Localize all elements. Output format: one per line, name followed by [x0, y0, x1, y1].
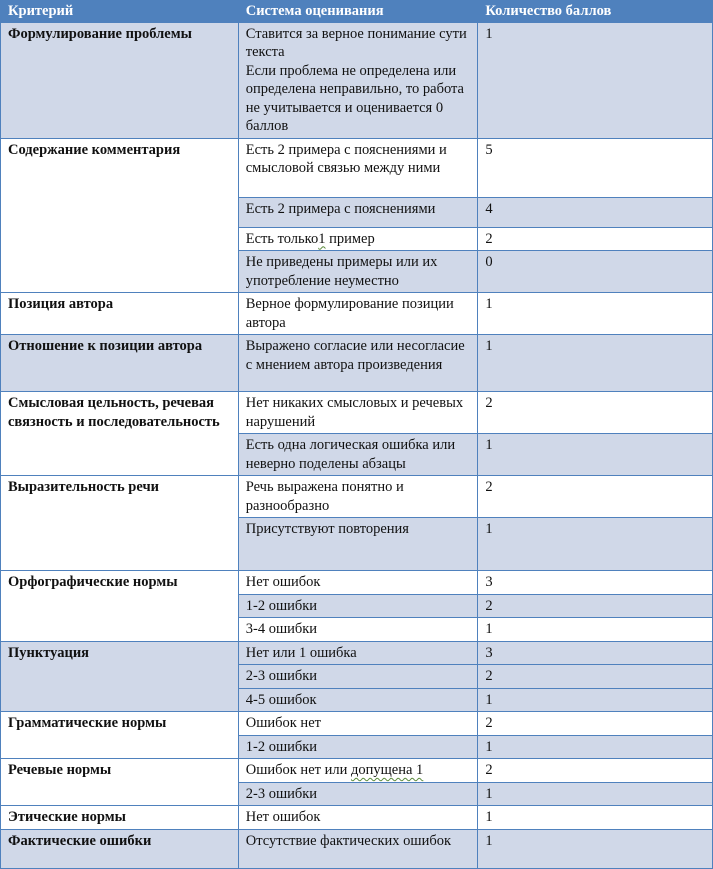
criterion-description: Нет никаких смысловых и речевых нарушений — [238, 392, 478, 434]
criterion-description — [238, 227, 478, 251]
description-text: пример — [325, 230, 375, 247]
criterion-description: 2-3 ошибки — [238, 782, 478, 806]
criterion-name: Пунктуация — [1, 641, 239, 712]
criterion-name: Позиция автора — [1, 293, 239, 335]
criterion-name: Фактические ошибки — [1, 829, 239, 868]
description-note: Если проблема не определена или определена неправильно, то работа не учитывается и оценивается 0 баллов — [245, 62, 464, 134]
criterion-description: 2-3 ошибки — [238, 665, 478, 689]
criterion-description: 1-2 ошибки — [238, 735, 478, 759]
table-row — [1, 829, 713, 868]
description-text: Ошибок нет или — [245, 762, 351, 778]
criterion-points: 3 — [478, 641, 713, 665]
table-row — [1, 571, 713, 595]
criterion-points: 2 — [478, 392, 713, 434]
criterion-description: Есть 2 примера с пояснениями и смысловой связью между ними — [238, 138, 478, 197]
criterion-name: Отношение к позиции автора — [1, 335, 239, 392]
criterion-points: 2 — [478, 594, 713, 618]
criterion-description: Отсутствие фактических ошибок — [238, 829, 478, 868]
criterion-name: Смысловая цельность, речевая связность и последовательность — [1, 392, 239, 476]
criterion-points: 1 — [478, 735, 713, 759]
criterion-points: 2 — [478, 712, 713, 736]
table-row — [1, 22, 713, 138]
criterion-points: 5 — [478, 138, 713, 197]
criterion-name: Речевые нормы — [1, 759, 239, 806]
table-row — [1, 392, 713, 434]
criterion-description: Ошибок нет — [238, 712, 478, 736]
criterion-description: 1-2 ошибки — [238, 594, 478, 618]
table-row — [1, 476, 713, 518]
criterion-points: 2 — [478, 665, 713, 689]
criterion-name: Грамматические нормы — [1, 712, 239, 759]
criterion-points: 2 — [478, 759, 713, 783]
criterion-points: 1 — [478, 829, 713, 868]
criterion-points: 1 — [478, 688, 713, 712]
criterion-points: 1 — [478, 782, 713, 806]
table-row — [1, 293, 713, 335]
criterion-description: Есть одна логическая ошибка или неверно поделены абзацы — [238, 434, 478, 476]
table-row — [1, 641, 713, 665]
table-header-row — [1, 1, 713, 23]
criterion-description: Не приведены примеры или их употребление неуместно — [238, 251, 478, 293]
criterion-points: 1 — [478, 618, 713, 642]
criterion-points: 1 — [478, 434, 713, 476]
description-text: Есть только — [245, 230, 319, 247]
criterion-points: 2 — [478, 476, 713, 518]
criterion-description: Речь выражена понятно и разнообразно — [238, 476, 478, 518]
criterion-description — [238, 759, 478, 783]
criterion-points: 0 — [478, 251, 713, 293]
criterion-points: 1 — [478, 335, 713, 392]
description-text: Ставится за верное понимание сути текста — [245, 25, 467, 60]
criterion-name: Орфографические нормы — [1, 571, 239, 642]
table-row — [1, 138, 713, 197]
criterion-points: 3 — [478, 571, 713, 595]
criterion-points: 2 — [478, 227, 713, 251]
criterion-name: Формулирование проблемы — [1, 22, 239, 138]
criterion-points: 1 — [478, 22, 713, 138]
header-scoring-system: Система оценивания — [238, 1, 478, 23]
criterion-name: Выразительность речи — [1, 476, 239, 571]
table-row — [1, 806, 713, 830]
criterion-description: 4-5 ошибок — [238, 688, 478, 712]
header-points: Количество баллов — [478, 1, 713, 23]
spellcheck-mark: 1 — [318, 230, 326, 247]
criterion-description: 3-4 ошибки — [238, 618, 478, 642]
criterion-description: Нет ошибок — [238, 806, 478, 830]
criterion-name: Содержание комментария — [1, 138, 239, 293]
criterion-points: 1 — [478, 806, 713, 830]
table-row — [1, 335, 713, 392]
table-row — [1, 759, 713, 783]
criterion-description: Выражено согласие или несогласие с мнением автора произведения — [238, 335, 478, 392]
table-row — [1, 712, 713, 736]
criterion-description — [238, 22, 478, 138]
header-criterion: Критерий — [1, 1, 239, 23]
criterion-description: Есть 2 примера с пояснениями — [238, 197, 478, 227]
criterion-points: 1 — [478, 293, 713, 335]
criterion-points: 1 — [478, 518, 713, 571]
criterion-description: Нет ошибок — [238, 571, 478, 595]
criterion-description: Присутствуют повторения — [238, 518, 478, 571]
criterion-name: Этические нормы — [1, 806, 239, 830]
spellcheck-mark: допущена 1 — [350, 762, 424, 778]
criterion-points: 4 — [478, 197, 713, 227]
criterion-description: Нет или 1 ошибка — [238, 641, 478, 665]
criterion-description: Верное формулирование позиции автора — [238, 293, 478, 335]
